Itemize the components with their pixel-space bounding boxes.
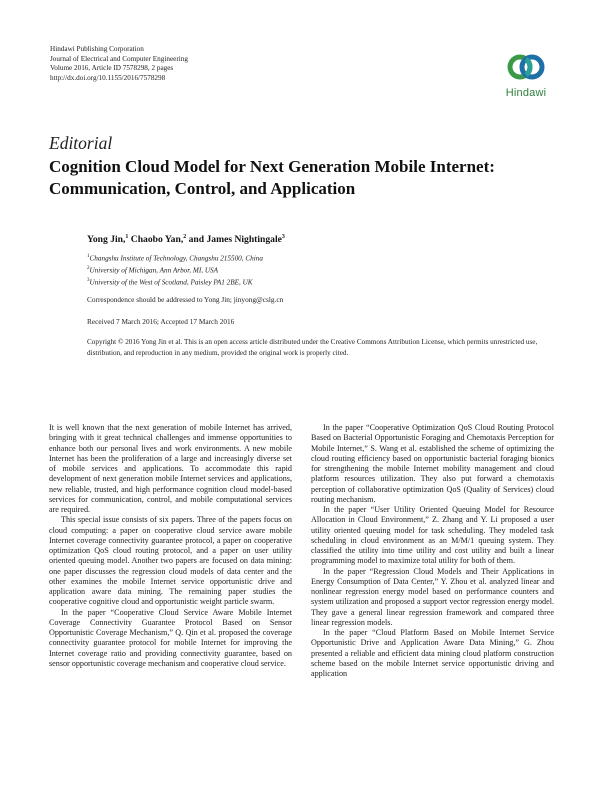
author-sup: 3 [281,234,285,240]
publisher-name: Hindawi Publishing Corporation [50,45,144,53]
title-line-1: Cognition Cloud Model for Next Generation Mobile Internet: [49,157,495,176]
author-sup: 1 [125,234,129,240]
author-sup: 2 [183,234,187,240]
affiliation-item: $^2$University of Michigan, Ann Arbor, MI, USA [87,266,218,275]
body-column-left [49,423,292,669]
body-paragraph: In the paper “Cloud Platform Based on Mobile Internet Service Opportunistic Drive and Application Aware Data Mining,” G. Zhou presented a reliable and efficient data mining cloud platform construction scheme based on the mobile Internet service opportunistic driving and application [311,628,554,678]
hindawi-rings-icon [506,52,546,86]
doi-link[interactable]: http://dx.doi.org/10.1155/2016/7578298 [50,73,166,82]
author-name[interactable]: Chaobo Yan, [128,234,184,246]
body-paragraph: In the paper “Cooperative Optimization QoS Cloud Routing Protocol Based on Bacterial Opportunistic Foraging and Chemotaxis Perception for Mobile Internet,” S. Wang et al. established the scheme of optimizing the cloud routing efficiency based on opportunistic bacterial foraging bionics for strengthening the mobile Internet mobility management and cloud platform resources utilization. They also put forward a chemotaxis perception of collaborative optimization QoS (Quality of Services) cloud routing mechanism. [311,423,554,504]
publication-info [50,45,188,83]
title-line-2: Communication, Control, and Application [49,179,356,198]
affiliation-item: $^3$University of the West of Scotland, Paisley PA1 2BE, UK [87,278,253,287]
body-paragraph: In the paper “User Utility Oriented Queuing Model for Resource Allocation in Cloud Environment,” Z. Zhang and Y. Li proposed a user utility oriented queuing model for task scheduling. They modeled task scheduling in cloud environment as an M/M/1 queuing system. They classified the utility into time utility and cost utility and built a linear programming model to maximize total utility for both of them. [311,505,554,566]
body-paragraph: It is well known that the next generation of mobile Internet has arrived, bringing with it great technical challenges and immense opportunities to enhance both our personal lives and work environments. A new mobile Internet has been the proliferation of a large and increasingly diverse set of mobile services and applications. To accommodate this rapid development of next generation mobile Internet services and applications, new reliable, trusted, and high performance cognition cloud model-based services for communication, control, and mobile computational services are required. [49,423,292,514]
journal-name: Journal of Electrical and Computer Engineering [50,54,188,63]
author-name[interactable]: Yong Jin, [87,234,126,246]
author-name[interactable]: and James Nightingale [186,234,282,246]
affiliation-list [87,252,263,289]
author-list [87,234,285,245]
body-paragraph: In the paper “Regression Cloud Models and Their Applications in Energy Consumption of Data Center,” Y. Zhou et al. analyzed linear and nonlinear regression energy model based on performance counters and system utilization and proposed a support vector regression energy model. They gave a general linear regression framework and compared three linear regression models. [311,566,554,627]
affiliation-item: $^1$Changshu Institute of Technology, Changshu 215500, China [87,254,263,263]
volume-info: Volume 2016, Article ID 7578298, 2 pages [50,64,174,73]
article-type: Editorial [49,133,113,153]
body-paragraph: In the paper “Cooperative Cloud Service Aware Mobile Internet Coverage Connectivity Guarantee Protocol Based on Sensor Opportunistic Coverage Mechanism,” Q. Qin et al. proposed the coverage connectivity guarantee protocol for mobile Internet for improving the Internet coverage ratio and providing connectivity guarantee, based on sensor opportunistic coverage mechanism and cooperative cloud service. [49,607,292,668]
hindawi-logo [499,52,553,108]
article-title [49,156,559,200]
copyright-notice: Copyright © 2016 Yong Jin et al. This is an open access article distributed under the Creative Commons Attribution License, which permits unrestricted use, distribution, and reproduction in any medium, provided the original work is properly cited. [87,338,538,357]
received-dates: Received 7 March 2016; Accepted 17 March 2016 [87,317,235,326]
body-column-right [311,423,554,679]
logo-wordmark: Hindawi [505,87,547,99]
correspondence-line: Correspondence should be addressed to Yong Jin; jinyong@cslg.cn [87,295,284,304]
body-paragraph: This special issue consists of six papers. Three of the papers focus on cloud computing: a paper on cooperative cloud service aware mobile Internet coverage connectivity guarantee protocol, a paper on cooperative optimization QoS cloud routing protocol, and a paper on user utility oriented queuing model. Another two papers are focused on data mining: one paper discusses the regression cloud models of data center and the other examines the mobile Internet service opportunistic drive and application aware data mining. The remaining paper studies the cooperative cognitive cloud and opportunistic weight particle swarm. [49,515,292,607]
